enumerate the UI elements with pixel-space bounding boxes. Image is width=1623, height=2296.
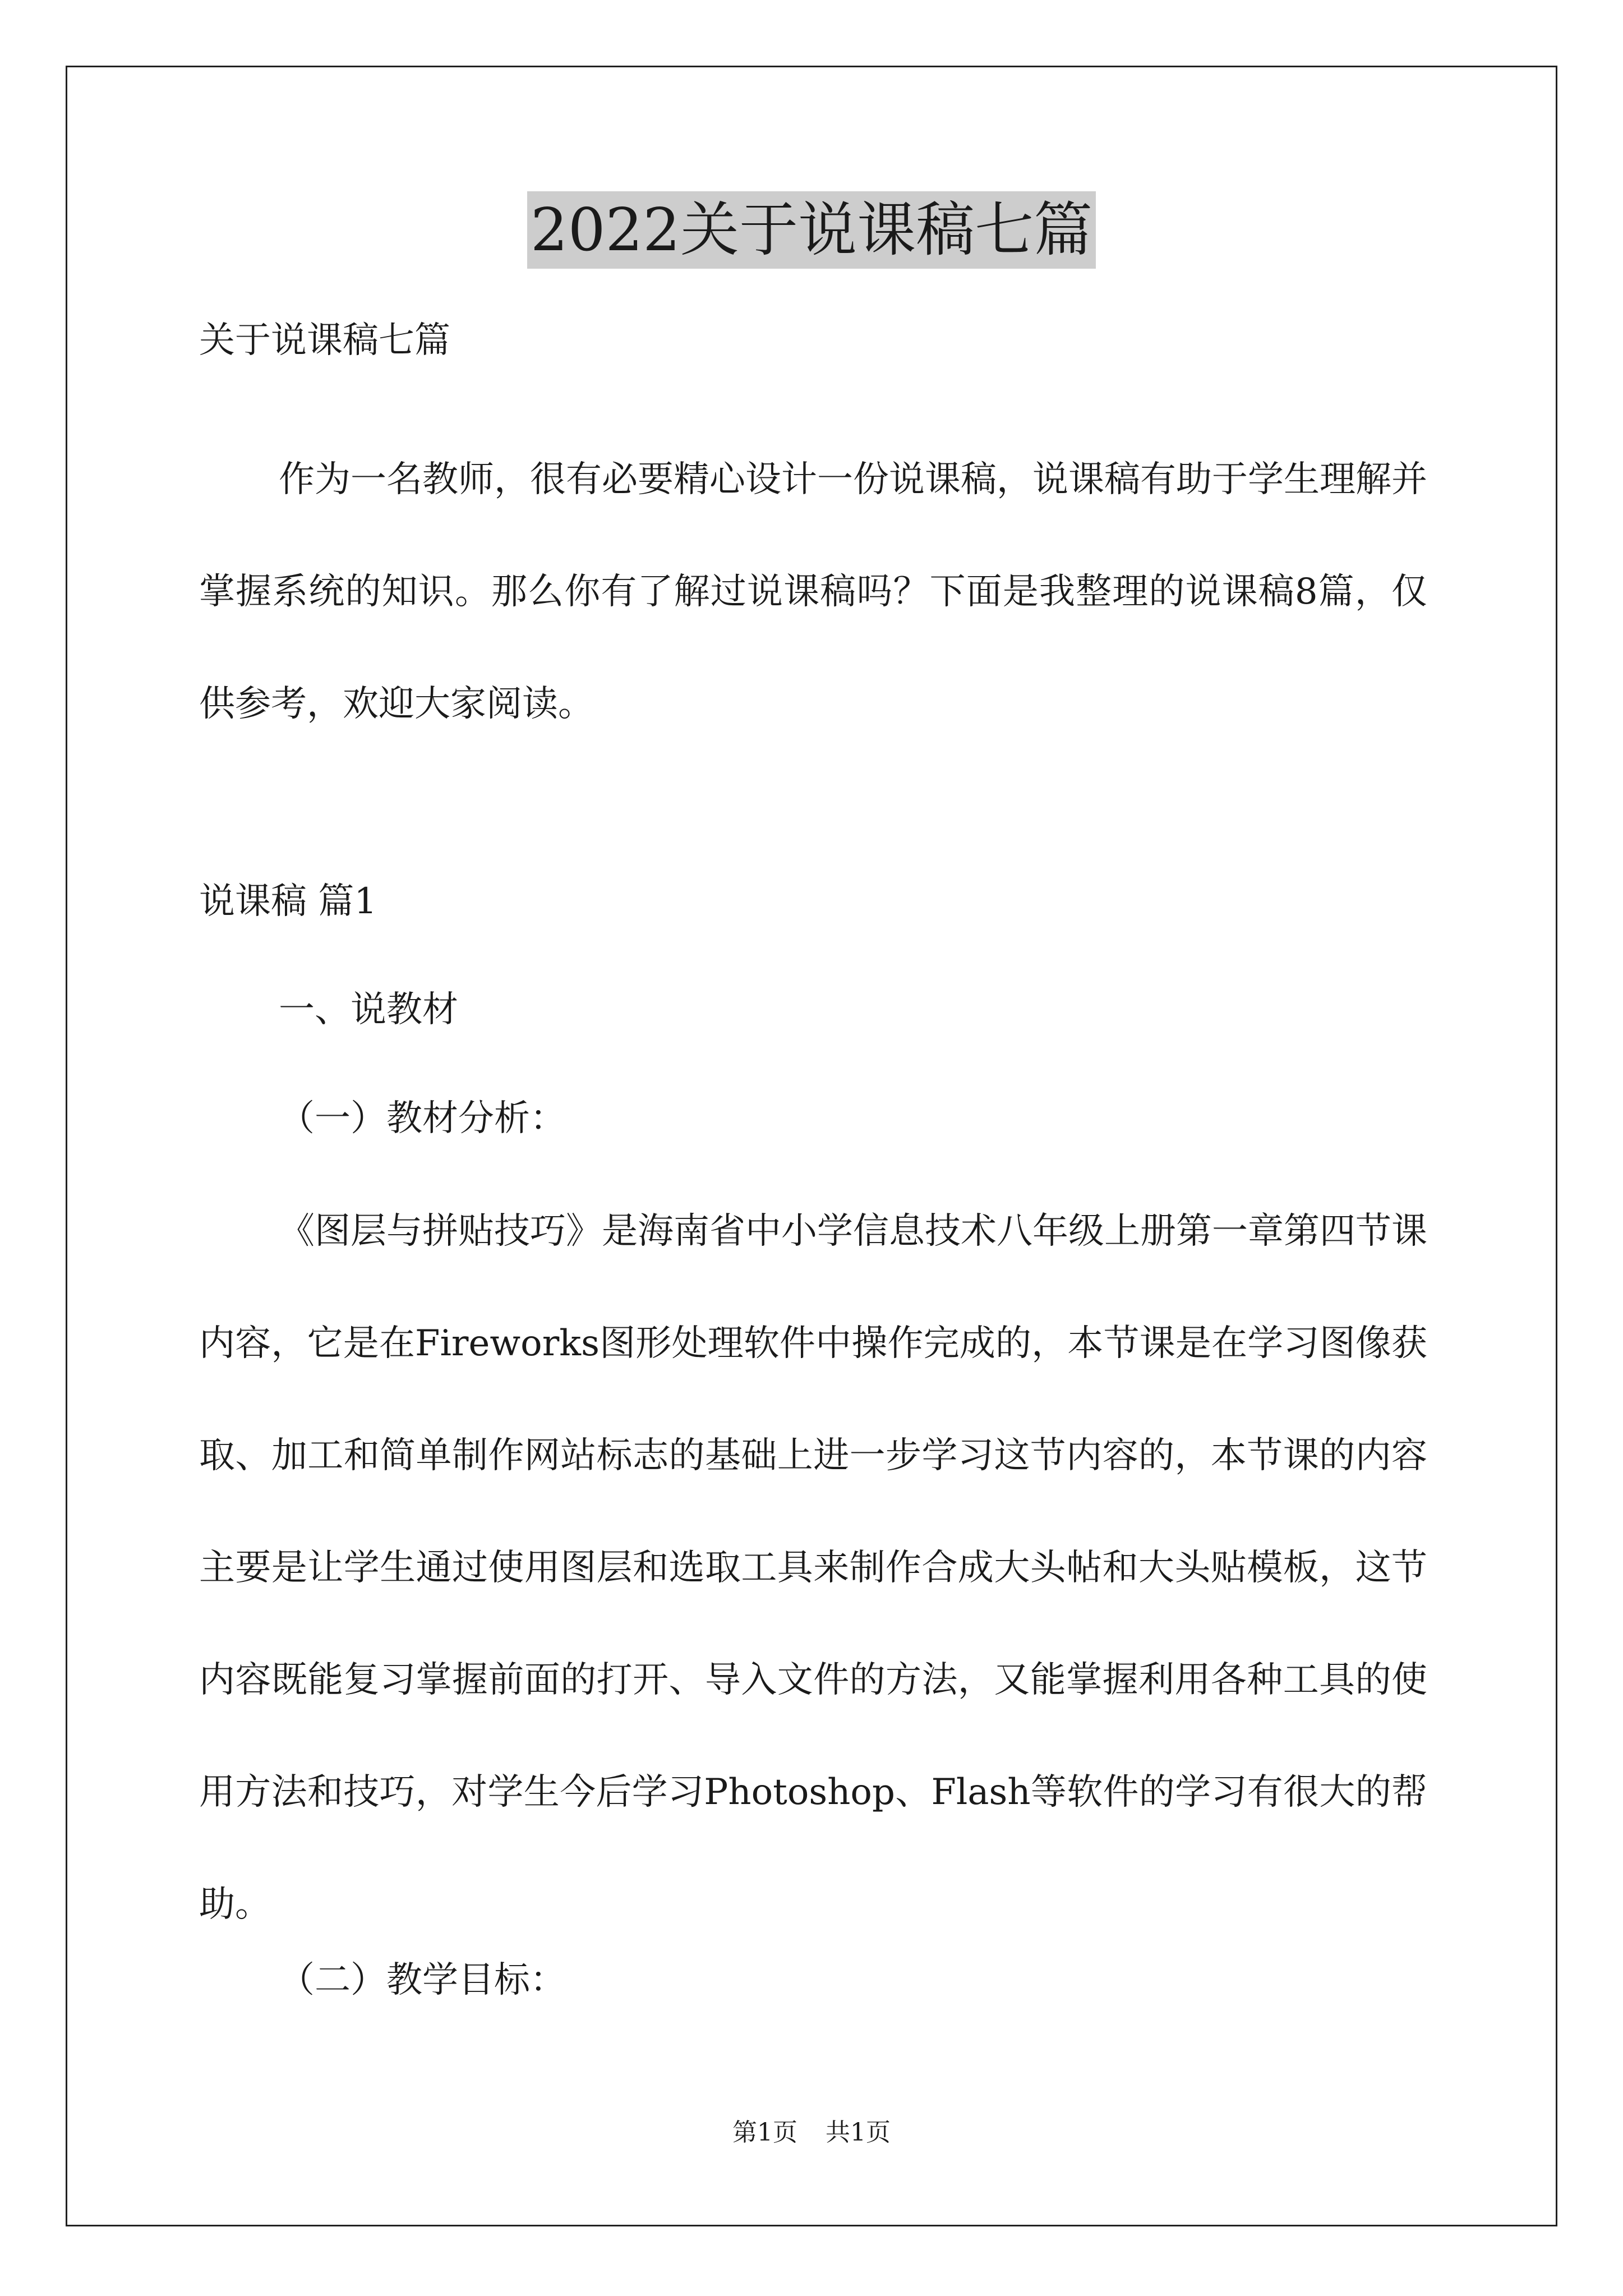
page-number-total: 共1页 [826, 2118, 891, 2147]
sub-heading-objectives: （二）教学目标： [279, 1959, 566, 2001]
page-number-current: 第1页 [732, 2118, 797, 2147]
page-footer [0, 2120, 1623, 2145]
part-heading: 一、说教材 [279, 989, 458, 1030]
sub-heading-analysis: （一）教材分析： [279, 1098, 566, 1139]
subtitle: 关于说课稿七篇 [199, 320, 450, 361]
section-heading: 说课稿 篇1 [199, 881, 377, 922]
document-title-text: 2022关于说课稿七篇 [527, 191, 1096, 269]
analysis-paragraph: 《图层与拼贴技巧》是海南省中小学信息技术八年级上册第一章第四节课内容，它是在Fireworks图形处理软件中操作完成的，本节课是在学习图像获取、加工和简单制作网站标志的基础上进一步学习这节内容的，本节课的内容主要是让学生通过使用图层和选取工具来制作合成大头帖和大头贴模板，这节内容既能复习掌握前面的打开、导入文件的方法，又能掌握利用各种工具的使用方法和技巧，对学生今后学习Photoshop、Flash等软件的学习有很大的帮助。 [199, 1211, 1427, 1925]
document-title [0, 196, 1623, 264]
intro-paragraph: 作为一名教师，很有必要精心设计一份说课稿，说课稿有助于学生理解并掌握系统的知识。那么你有了解过说课稿吗？下面是我整理的说课稿8篇，仅供参考，欢迎大家阅读。 [199, 459, 1427, 725]
